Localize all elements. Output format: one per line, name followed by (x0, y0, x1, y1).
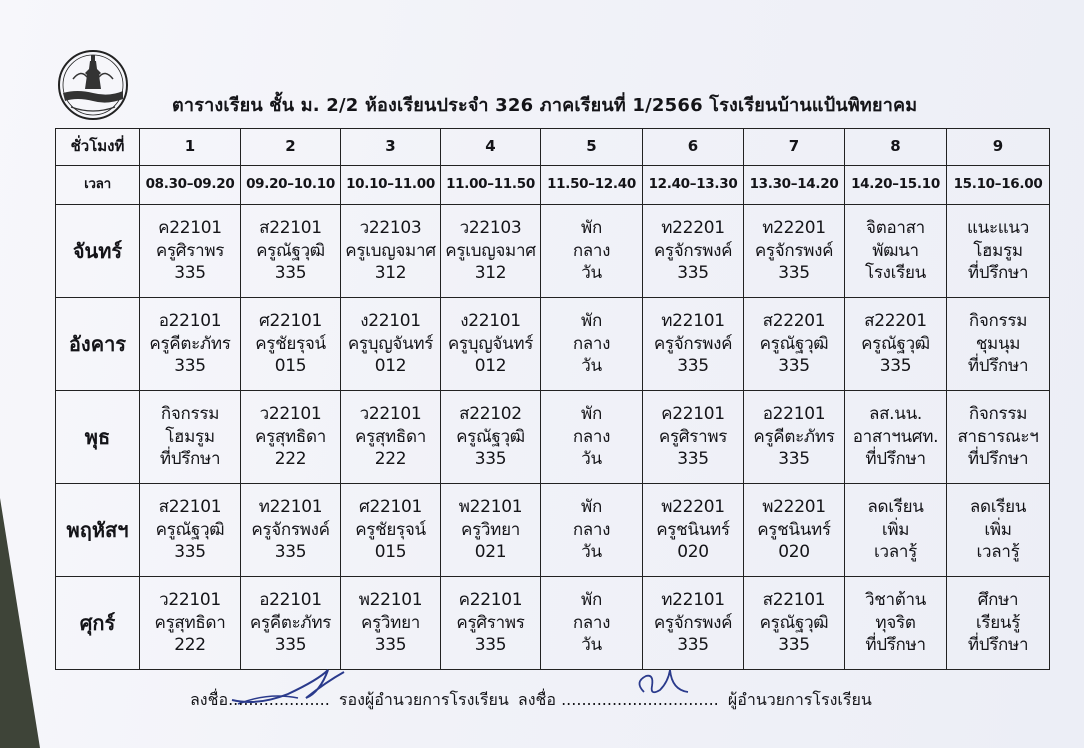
time-slot: 15.10–16.00 (947, 166, 1050, 205)
cell-line: ครูณัฐวุฒิ (456, 426, 525, 447)
schedule-cell (140, 484, 241, 577)
signature-footer (190, 688, 876, 713)
period-number: 8 (845, 129, 947, 166)
cell-line: 015 (374, 542, 407, 563)
schedule-cell (341, 484, 441, 577)
cell-line: ที่ปรึกษา (159, 449, 221, 470)
cell-line: พัก (581, 497, 602, 518)
day-label: อังคาร (56, 298, 140, 391)
cell-line: 335 (274, 542, 307, 563)
time-row (56, 166, 1050, 205)
cell-line: ว22101 (259, 404, 322, 425)
period-number: 4 (441, 129, 541, 166)
schedule-cell (441, 298, 541, 391)
cell-line: ส22102 (459, 404, 522, 425)
cell-line: วิชาต้าน (864, 590, 927, 611)
cell-line: ทุจริต (875, 612, 916, 633)
time-slot: 12.40–13.30 (643, 166, 744, 205)
cell-line: ส22101 (259, 218, 322, 239)
cell-line: 335 (474, 449, 507, 470)
cell-line: กลาง (572, 240, 611, 261)
cell-line: พ22101 (458, 497, 523, 518)
cell-line: กลาง (572, 519, 611, 540)
cell-line: ลดเรียน (969, 497, 1027, 518)
schedule-cell (947, 298, 1050, 391)
cell-line: ครูชัยรุจน์ (355, 519, 426, 540)
schedule-cell (341, 391, 441, 484)
day-label: พฤหัสฯ (56, 484, 140, 577)
cell-line: ครูศิราพร (155, 240, 225, 261)
cell-line: 335 (677, 449, 709, 470)
schedule-cell (845, 298, 947, 391)
cell-line: 335 (778, 635, 810, 656)
cell-line: วัน (581, 263, 602, 284)
cell-line: 312 (374, 263, 407, 284)
cell-line: โฮมรูม (973, 240, 1023, 261)
cell-line: ศ22101 (258, 311, 323, 332)
cell-line: ที่ปรึกษา (967, 635, 1029, 656)
cell-line: ครูจักรพงค์ (251, 519, 330, 540)
time-slot: 11.50–12.40 (541, 166, 643, 205)
schedule-cell (845, 391, 947, 484)
time-slot: 10.10–11.00 (341, 166, 441, 205)
role-deputy: รองผู้อำนวยการโรงเรียน (338, 690, 509, 709)
schedule-cell (947, 391, 1050, 484)
schedule-cell (441, 484, 541, 577)
cell-line: วัน (581, 542, 602, 563)
schedule-cell (744, 484, 845, 577)
cell-line: ครูบุญจันทร์ (447, 333, 534, 354)
cell-line: แนะแนว (966, 218, 1030, 239)
cell-line: ส22201 (762, 311, 826, 332)
schedule-cell (541, 577, 643, 670)
cell-line: เพิ่ม (881, 519, 910, 540)
cell-line: เวลารู้ (874, 542, 917, 563)
cell-line: ครูศิราพร (456, 612, 525, 633)
cell-line: ครูคีตะภัทร (249, 612, 332, 633)
cell-line: 222 (274, 449, 307, 470)
day-label: ศุกร์ (56, 577, 140, 670)
schedule-cell (845, 205, 947, 298)
day-row (56, 391, 1050, 484)
cell-line: 222 (374, 449, 407, 470)
role-director: ผู้อำนวยการโรงเรียน (727, 690, 872, 709)
schedule-cell (541, 391, 643, 484)
schedule-cell (140, 205, 241, 298)
cell-line: ว22103 (459, 218, 522, 239)
cell-line: ศ22101 (358, 497, 423, 518)
time-slot: 13.30–14.20 (744, 166, 845, 205)
cell-line: กลาง (572, 333, 611, 354)
period-number: 2 (241, 129, 341, 166)
cell-line: ว22101 (159, 590, 221, 611)
cell-line: พ22201 (762, 497, 826, 518)
cell-line: ที่ปรึกษา (967, 356, 1029, 377)
schedule-cell (341, 577, 441, 670)
cell-line: 335 (174, 542, 206, 563)
cell-line: ครูณัฐวุฒิ (155, 519, 225, 540)
sign-line-director: ลงชื่อ ............................... (517, 690, 719, 709)
cell-line: พ22201 (661, 497, 725, 518)
cell-line: ครูวิทยา (461, 519, 520, 540)
cell-line: 335 (778, 263, 810, 284)
cell-line: ครูเบญจมาศ (445, 240, 536, 261)
cell-line: ชุมนุม (975, 333, 1021, 354)
cell-line: เวลารู้ (976, 542, 1020, 563)
cell-line: 335 (274, 263, 307, 284)
cell-line: โรงเรียน (865, 263, 926, 284)
cell-line: ส22101 (762, 590, 826, 611)
cell-line: ที่ปรึกษา (967, 449, 1029, 470)
cell-line: 012 (474, 356, 507, 377)
cell-line: พัก (581, 590, 602, 611)
cell-line: ท22101 (661, 590, 725, 611)
schedule-table (55, 128, 1050, 670)
cell-line: ครูจักรพงค์ (653, 240, 733, 261)
school-seal-icon (57, 49, 129, 121)
cell-line: ส22201 (864, 311, 927, 332)
cell-line: พัก (581, 218, 602, 239)
cell-line: ครูวิทยา (361, 612, 420, 633)
day-rows (56, 205, 1050, 670)
cell-line: ง22101 (360, 311, 421, 332)
cell-line: ท22101 (661, 311, 725, 332)
cell-line: ว22103 (359, 218, 422, 239)
cell-line: ค22101 (458, 590, 523, 611)
cell-line: ครูบุญจันทร์ (347, 333, 434, 354)
cell-line: 312 (474, 263, 507, 284)
cell-line: กลาง (572, 426, 611, 447)
period-number: 6 (643, 129, 744, 166)
day-row (56, 298, 1050, 391)
cell-line: ส22101 (158, 497, 222, 518)
day-row (56, 484, 1050, 577)
cell-line: ครูสุทธิดา (355, 426, 426, 447)
cell-line: ท22201 (762, 218, 826, 239)
cell-line: ครูจักรพงค์ (653, 333, 733, 354)
cell-line: ครูสุทธิดา (154, 612, 226, 633)
cell-line: ที่ปรึกษา (865, 635, 926, 656)
cell-line: สาธารณะฯ (957, 426, 1039, 447)
period-number: 7 (744, 129, 845, 166)
time-slot: 09.20–10.10 (241, 166, 341, 205)
schedule-cell (441, 205, 541, 298)
schedule-cell (744, 298, 845, 391)
schedule-cell (241, 391, 341, 484)
cell-line: อ22101 (762, 404, 826, 425)
cell-line: 335 (677, 356, 709, 377)
cell-line: กลาง (572, 612, 611, 633)
schedule-cell (744, 391, 845, 484)
schedule-cell (241, 205, 341, 298)
schedule-cell (341, 298, 441, 391)
cell-line: ครูณัฐวุฒิ (256, 240, 325, 261)
cell-line: กิจกรรม (968, 404, 1028, 425)
day-row (56, 577, 1050, 670)
cell-line: ครูคีตะภัทร (753, 426, 835, 447)
schedule-cell (643, 298, 744, 391)
header-row (56, 129, 1050, 166)
cell-line: โฮมรูม (165, 426, 215, 447)
schedule-cell (845, 577, 947, 670)
cell-line: ครูชนินทร์ (656, 519, 730, 540)
cell-line: กิจกรรม (968, 311, 1028, 332)
day-label: จันทร์ (56, 205, 140, 298)
cell-line: ครูชัยรุจน์ (255, 333, 326, 354)
period-number: 1 (140, 129, 241, 166)
cell-line: ค22101 (158, 218, 222, 239)
period-number: 5 (541, 129, 643, 166)
cell-line: 335 (677, 263, 709, 284)
cell-line: ครูศิราพร (658, 426, 728, 447)
cell-line: เพิ่ม (984, 519, 1012, 540)
cell-line: พัก (581, 311, 602, 332)
sign-line-deputy: ลงชื่อ.................... (190, 690, 330, 709)
period-number: 9 (947, 129, 1050, 166)
cell-line: 020 (677, 542, 709, 563)
schedule-cell (541, 484, 643, 577)
cell-line: 335 (474, 635, 507, 656)
cell-line: ครูคีตะภัทร (149, 333, 231, 354)
cell-line: พ22101 (358, 590, 423, 611)
cell-line: 015 (274, 356, 307, 377)
cell-line: ท22201 (661, 218, 725, 239)
schedule-cell (845, 484, 947, 577)
cell-line: ครูจักรพงค์ (653, 612, 733, 633)
cell-line: วัน (581, 449, 602, 470)
cell-line: ค22101 (661, 404, 725, 425)
schedule-cell (643, 484, 744, 577)
period-header-label: ชั่วโมงที่ (56, 129, 140, 166)
cell-line: 335 (879, 356, 912, 377)
cell-line: ครูจักรพงค์ (754, 240, 834, 261)
cell-line: ครูณัฐวุฒิ (861, 333, 930, 354)
schedule-cell (441, 577, 541, 670)
time-slot: 08.30–09.20 (140, 166, 241, 205)
schedule-cell (947, 484, 1050, 577)
cell-line: อ22101 (259, 590, 322, 611)
cell-line: ศึกษา (977, 590, 1019, 611)
period-number: 3 (341, 129, 441, 166)
page-title: ตารางเรียน ชั้น ม. 2/2 ห้องเรียนประจำ 326 ภาคเรียนที่ 1/2566 โรงเรียนบ้านแป้นพิทยาคม (172, 95, 918, 116)
schedule-cell (140, 298, 241, 391)
background-corner (0, 498, 40, 748)
cell-line: 012 (374, 356, 407, 377)
cell-line: ท22101 (258, 497, 323, 518)
schedule-cell (541, 205, 643, 298)
cell-line: 335 (778, 356, 810, 377)
cell-line: เรียนรู้ (975, 612, 1021, 633)
cell-line: อ22101 (158, 311, 222, 332)
cell-line: 335 (174, 263, 206, 284)
cell-line: 222 (174, 635, 206, 656)
schedule-cell (744, 205, 845, 298)
schedule-cell (140, 577, 241, 670)
schedule-cell (241, 298, 341, 391)
day-row (56, 205, 1050, 298)
time-slot: 14.20–15.10 (845, 166, 947, 205)
cell-line: ครูเบญจมาศ (345, 240, 436, 261)
time-slot: 11.00–11.50 (441, 166, 541, 205)
cell-line: พัฒนา (872, 240, 919, 261)
schedule-cell (744, 577, 845, 670)
cell-line: 335 (274, 635, 307, 656)
cell-line: ลส.นน. (868, 404, 923, 425)
cell-line: อาสาฯนศท. (852, 426, 939, 447)
cell-line: วัน (581, 635, 602, 656)
cell-line: กิจกรรม (160, 404, 220, 425)
schedule-cell (341, 205, 441, 298)
schedule-cell (241, 484, 341, 577)
cell-line: ครูสุทธิดา (255, 426, 326, 447)
cell-line: ครูณัฐวุฒิ (759, 612, 829, 633)
cell-line: ครูชนินทร์ (757, 519, 831, 540)
cell-line: ที่ปรึกษา (865, 449, 926, 470)
schedule-cell (643, 577, 744, 670)
schedule-cell (643, 391, 744, 484)
cell-line: ครูณัฐวุฒิ (759, 333, 829, 354)
cell-line: 335 (778, 449, 810, 470)
schedule-cell (541, 298, 643, 391)
schedule-cell (947, 577, 1050, 670)
schedule-cell (947, 205, 1050, 298)
cell-line: ที่ปรึกษา (967, 263, 1029, 284)
schedule-cell (140, 391, 241, 484)
schedule-cell (441, 391, 541, 484)
cell-line: 021 (474, 542, 507, 563)
schedule-cell (643, 205, 744, 298)
day-label: พุธ (56, 391, 140, 484)
schedule-cell (241, 577, 341, 670)
cell-line: ว22101 (359, 404, 422, 425)
cell-line: 020 (778, 542, 810, 563)
cell-line: 335 (174, 356, 206, 377)
cell-line: ลดเรียน (867, 497, 924, 518)
cell-line: ง22101 (460, 311, 521, 332)
cell-line: 335 (677, 635, 709, 656)
cell-line: จิตอาสา (866, 218, 925, 239)
cell-line: พัก (581, 404, 602, 425)
cell-line: 335 (374, 635, 407, 656)
time-label: เวลา (56, 166, 140, 205)
cell-line: วัน (581, 356, 602, 377)
